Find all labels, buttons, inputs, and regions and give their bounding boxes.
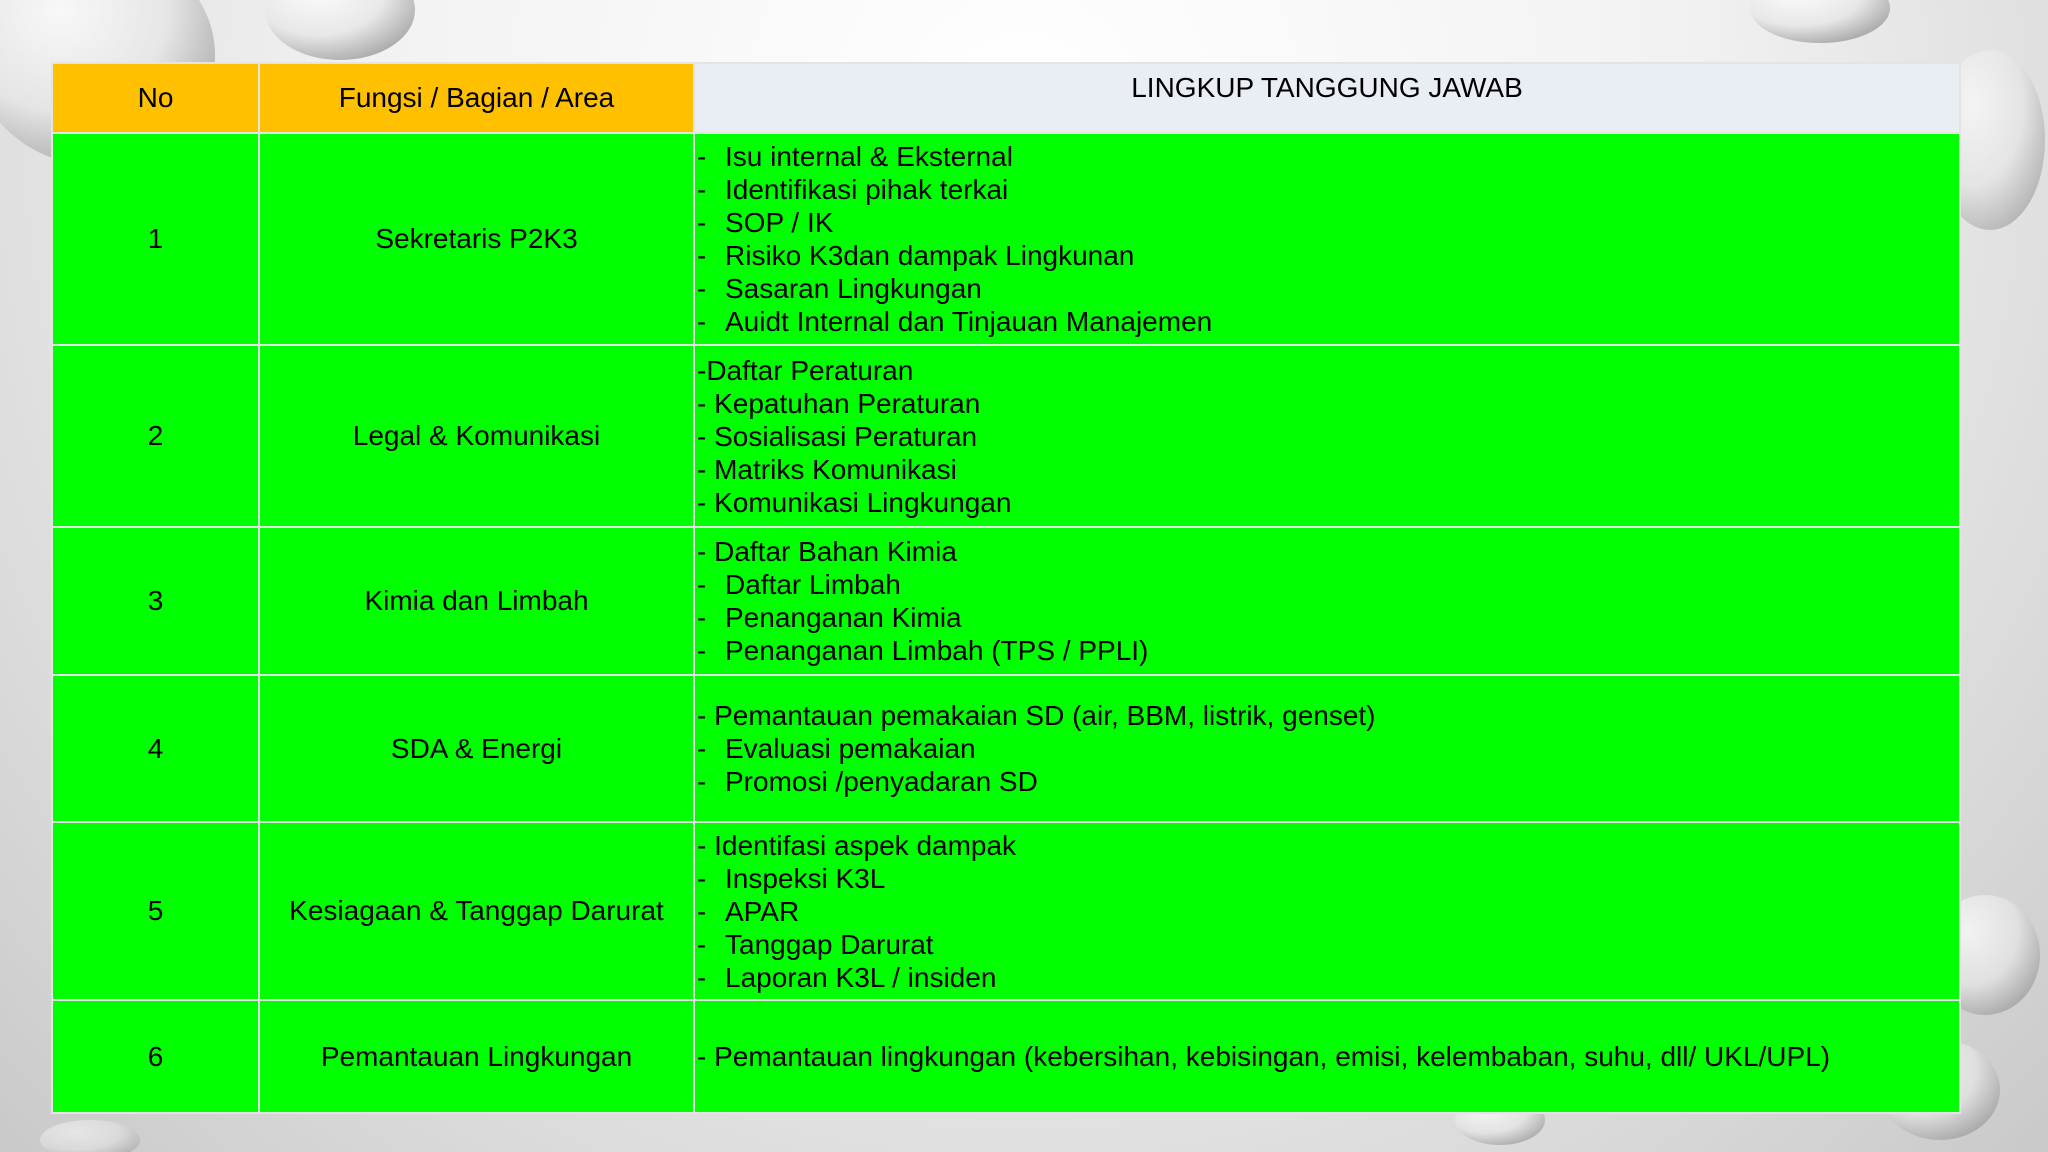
list-item — [697, 829, 1959, 862]
list-item — [697, 732, 1959, 765]
row-responsibility-list — [694, 345, 1960, 527]
list-dash: - — [697, 928, 707, 960]
row-responsibility-list — [694, 1000, 1960, 1113]
list-item-text: Sasaran Lingkungan — [725, 273, 982, 304]
list-item-text: Auidt Internal dan Tinjauan Manajemen — [725, 306, 1213, 337]
list-dash: - — [697, 174, 707, 205]
list-item — [697, 453, 1959, 486]
list-item-text: APAR — [725, 895, 800, 927]
list-item — [697, 140, 1959, 173]
list-item-text: Daftar Limbah — [725, 569, 901, 600]
list-item-text: -Daftar Peraturan — [697, 354, 914, 386]
list-dash: - — [697, 306, 707, 337]
table-row — [52, 345, 1960, 527]
list-item-text: - Daftar Bahan Kimia — [697, 536, 957, 567]
list-item-text: Risiko K3dan dampak Lingkunan — [725, 240, 1135, 271]
list-item — [697, 601, 1959, 634]
list-item — [697, 765, 1959, 798]
list-dash: - — [697, 240, 707, 271]
list-dash: - — [697, 961, 707, 993]
row-responsibility-list — [694, 675, 1960, 822]
list-dash: - — [697, 733, 707, 764]
row-responsibility-list — [694, 133, 1960, 345]
header-no: No — [52, 63, 259, 133]
row-function: Kesiagaan & Tanggap Darurat — [259, 822, 694, 1000]
row-number: 5 — [52, 822, 259, 1000]
table-row — [52, 133, 1960, 345]
table-row — [52, 1000, 1960, 1113]
row-number: 6 — [52, 1000, 259, 1113]
table-body — [52, 133, 1960, 1113]
table-row — [52, 527, 1960, 675]
list-item — [697, 568, 1959, 601]
row-number: 3 — [52, 527, 259, 675]
row-number: 4 — [52, 675, 259, 822]
row-number: 1 — [52, 133, 259, 345]
row-function: Sekretaris P2K3 — [259, 133, 694, 345]
list-item-text: - Matriks Komunikasi — [697, 453, 957, 485]
list-item — [697, 928, 1959, 961]
list-item — [697, 961, 1959, 994]
row-responsibility-list — [694, 527, 1960, 675]
header-fungsi: Fungsi / Bagian / Area — [259, 63, 694, 133]
list-item-text: SOP / IK — [725, 207, 834, 238]
list-item — [697, 486, 1959, 519]
list-item-text: - Pemantauan pemakaian SD (air, BBM, listrik, genset) — [697, 700, 1376, 731]
table-row — [52, 675, 1960, 822]
row-number: 2 — [52, 345, 259, 527]
responsibility-table — [51, 62, 1959, 1114]
list-item — [697, 1040, 1959, 1073]
list-item — [697, 634, 1959, 667]
row-function: Legal & Komunikasi — [259, 345, 694, 527]
list-item-text: Isu internal & Eksternal — [725, 141, 1013, 172]
row-function: Kimia dan Limbah — [259, 527, 694, 675]
list-dash: - — [697, 207, 707, 238]
header-lingkup: LINGKUP TANGGUNG JAWAB — [694, 63, 1960, 133]
list-item-text: - Komunikasi Lingkungan — [697, 486, 1012, 518]
list-item-text: - Sosialisasi Peraturan — [697, 420, 978, 452]
list-item-text: Laporan K3L / insiden — [725, 961, 997, 993]
list-item-text: - Identifasi aspek dampak — [697, 829, 1017, 861]
list-item-text: Promosi /penyadaran SD — [725, 766, 1038, 797]
list-dash: - — [697, 602, 707, 633]
list-item-text: Inspeksi K3L — [725, 862, 886, 894]
row-responsibility-list — [694, 822, 1960, 1000]
list-item — [697, 895, 1959, 928]
list-dash: - — [697, 569, 707, 600]
list-dash: - — [697, 766, 707, 797]
list-dash: - — [697, 141, 707, 172]
table-header-row — [52, 63, 1960, 133]
list-dash: - — [697, 895, 707, 927]
list-item — [697, 206, 1959, 239]
list-item-text: Penanganan Kimia — [725, 602, 962, 633]
list-item-text: Penanganan Limbah (TPS / PPLI) — [725, 635, 1149, 666]
list-item-text: - Kepatuhan Peraturan — [697, 387, 981, 419]
list-item — [697, 354, 1959, 387]
list-item — [697, 272, 1959, 305]
list-item-text: - Pemantauan lingkungan (kebersihan, kebisingan, emisi, kelembaban, suhu, dll/ UKL/UPL) — [697, 1041, 1831, 1072]
list-dash: - — [697, 862, 707, 894]
list-item-text: Tanggap Darurat — [725, 928, 934, 960]
list-item — [697, 387, 1959, 420]
list-item-text: Identifikasi pihak terkai — [725, 174, 1009, 205]
row-function: Pemantauan Lingkungan — [259, 1000, 694, 1113]
list-item — [697, 862, 1959, 895]
row-function: SDA & Energi — [259, 675, 694, 822]
list-item — [697, 239, 1959, 272]
list-item — [697, 173, 1959, 206]
list-item-text: Evaluasi pemakaian — [725, 733, 976, 764]
table-row — [52, 822, 1960, 1000]
list-item — [697, 420, 1959, 453]
list-item — [697, 699, 1959, 732]
list-item — [697, 305, 1959, 338]
list-dash: - — [697, 273, 707, 304]
list-dash: - — [697, 635, 707, 666]
list-item — [697, 535, 1959, 568]
